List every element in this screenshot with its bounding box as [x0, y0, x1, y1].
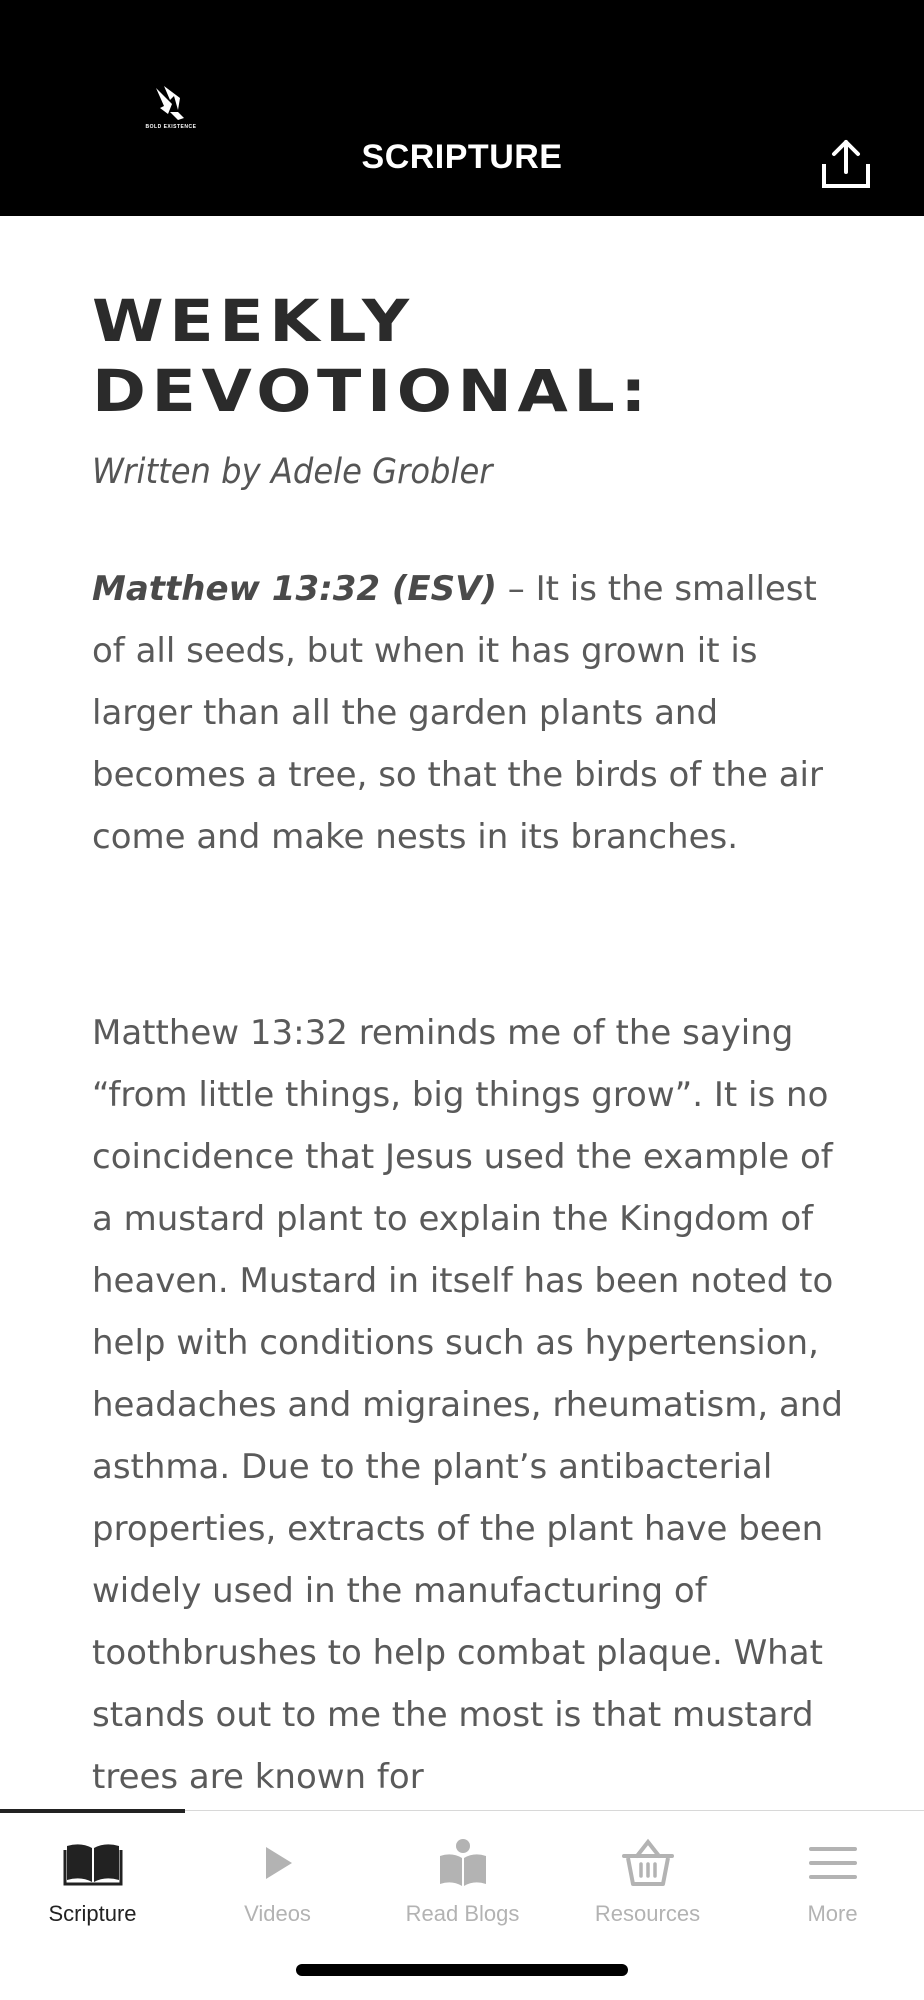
- tab-more[interactable]: [740, 1811, 924, 1931]
- article-title-line2: DEVOTIONAL:: [92, 357, 652, 425]
- article-title-line1: WEEKLY: [92, 287, 415, 355]
- article-body: Matthew 13:32 reminds me of the saying “from little things, big things grow”. It is no coincidence that Jesus used the example of a mustard plant to explain the Kingdom of heaven. Mustard in itself has been noted to help with conditions such as hypertension, headaches and migraines, rheumatism, and asthma. Due to the plant’s antibacterial properties, extracts of the plant have been widely used in the manufacturing of toothbrushes to help combat plaque. What stands out to me the most is that mustard trees are known for: [92, 1013, 843, 1797]
- tab-label-read-blogs: Read Blogs: [405, 1901, 520, 1926]
- menu-icon: [808, 1843, 858, 1883]
- tab-resources[interactable]: [555, 1811, 740, 1931]
- article-scroll-area[interactable]: [0, 216, 924, 1810]
- author-byline: Written by Adele Grobler: [92, 452, 493, 492]
- share-icon: [816, 136, 876, 192]
- tab-label-scripture: Scripture: [48, 1901, 137, 1926]
- basket-icon: [621, 1838, 675, 1888]
- scripture-verse: [92, 558, 852, 868]
- wings-logo-icon: [134, 84, 208, 124]
- tab-read-blogs[interactable]: [370, 1811, 555, 1931]
- reader-icon: [436, 1836, 490, 1890]
- brand-logo[interactable]: [134, 84, 208, 134]
- top-header: [0, 0, 924, 216]
- page-title: SCRIPTURE: [361, 138, 563, 176]
- home-indicator[interactable]: [296, 1964, 628, 1976]
- share-button[interactable]: [816, 136, 876, 192]
- logo-text: BOLD EXISTENCE: [145, 124, 197, 130]
- article-title: [92, 286, 924, 426]
- tab-label-more: More: [807, 1901, 858, 1926]
- play-icon: [258, 1843, 298, 1883]
- article: [92, 286, 852, 1808]
- tab-label-videos: Videos: [244, 1901, 311, 1926]
- verse-text: – It is the smallest of all seeds, but when it has grown it is larger than all the garden plants and becomes a tree, so that the birds of the air come and make nests in its branches.: [92, 569, 823, 857]
- tab-scripture[interactable]: [0, 1811, 185, 1931]
- tab-label-resources: Resources: [594, 1901, 701, 1926]
- verse-reference: Matthew 13:32 (ESV): [92, 569, 497, 609]
- book-icon: [63, 1840, 123, 1886]
- tab-videos[interactable]: [185, 1811, 370, 1931]
